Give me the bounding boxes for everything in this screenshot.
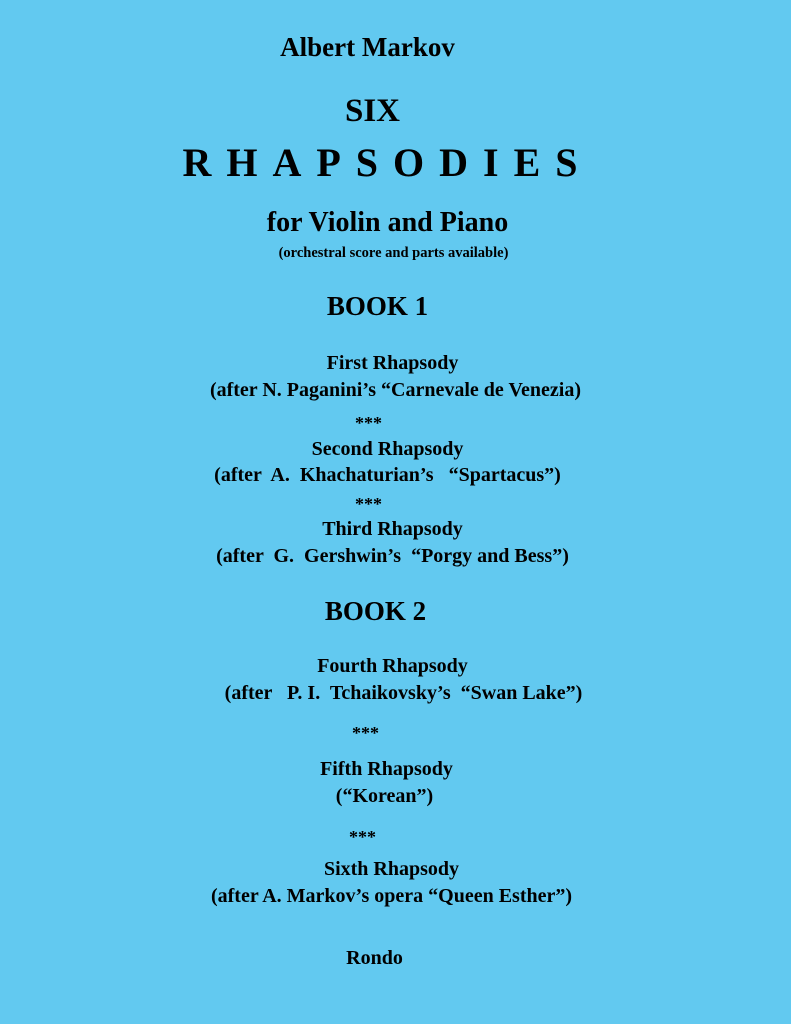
availability-note: (orchestral score and parts available) xyxy=(278,245,509,261)
rhapsody-2-source: (after A. Khachaturian’s “Spartacus”) xyxy=(214,464,561,486)
rhapsody-6-source: (after A. Markov’s opera “Queen Esther”) xyxy=(210,885,573,907)
rhapsody-1-source: (after N. Paganini’s “Carnevale de Venezia) xyxy=(209,379,582,401)
rhapsody-1-title: First Rhapsody xyxy=(326,352,459,374)
rhapsody-6-title: Sixth Rhapsody xyxy=(323,858,460,880)
composer-name: Albert Markov xyxy=(280,32,455,62)
rhapsody-4-title: Fourth Rhapsody xyxy=(317,655,468,677)
rhapsody-3-source: (after G. Gershwin’s “Porgy and Bess”) xyxy=(216,545,569,567)
book-2-heading: BOOK 2 xyxy=(324,596,427,626)
title-rhapsodies: RHAPSODIES xyxy=(182,140,593,185)
rhapsody-4-source: (after P. I. Tchaikovsky’s “Swan Lake”) xyxy=(224,682,583,704)
instrumentation-subtitle: for Violin and Piano xyxy=(266,207,509,238)
rondo-label: Rondo xyxy=(346,947,403,969)
separator: *** xyxy=(349,827,376,847)
rhapsody-2-title: Second Rhapsody xyxy=(311,438,464,460)
book-1-heading: BOOK 1 xyxy=(326,291,429,321)
rhapsody-3-title: Third Rhapsody xyxy=(322,518,463,540)
title-six: SIX xyxy=(344,93,401,129)
separator: *** xyxy=(352,723,379,743)
rhapsody-5-title: Fifth Rhapsody xyxy=(320,758,453,780)
separator: *** xyxy=(355,494,382,514)
rhapsody-5-source: (“Korean”) xyxy=(335,785,434,807)
separator: *** xyxy=(355,413,382,433)
